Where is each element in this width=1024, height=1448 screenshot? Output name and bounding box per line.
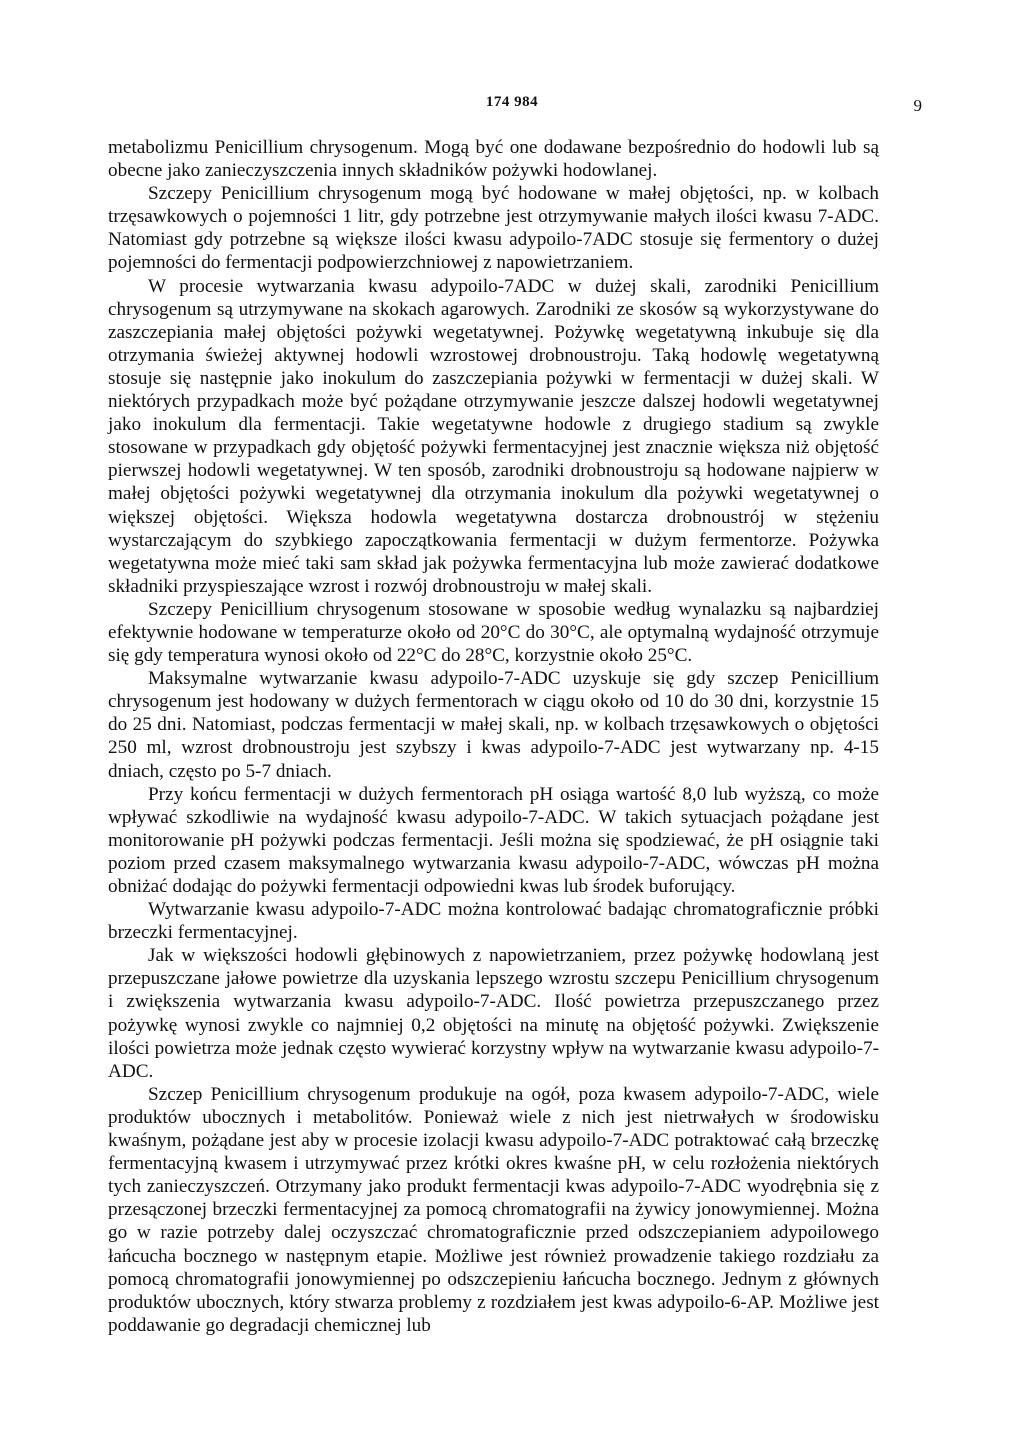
- paragraph-7: Wytwarzanie kwasu adypoilo-7-ADC można kontrolować badając chromatograficznie próbki brzeczki fermentacyjnej.: [108, 899, 879, 944]
- paragraph-5: Maksymalne wytwarzanie kwasu adypoilo-7-ADC uzyskuje się gdy szczep Penicillium chrysogenum jest hodowany w dużych fermentorach w ciągu około od 10 do 30 dni, korzystnie 15 do 25 dni. Natomiast, podczas fermentacji w małej skali, np. w kolbach trzęsawkowych o objętości 250 ml, wzrost drobnoustroju jest szybszy i kwas adypoilo-7-ADC jest wytwarzany np. 4-15 dniach, często po 5-7 dniach.: [108, 668, 879, 782]
- paragraph-6: Przy końcu fermentacji w dużych fermentorach pH osiąga wartość 8,0 lub wyższą, co może wpływać szkodliwie na wydajność kwasu adypoilo-7-ADC. W takich sytuacjach pożądane jest monitorowanie pH pożywki podczas fermentacji. Jeśli można się spodziewać, że pH osiągnie taki poziom przed czasem maksymalnego wytwarzania kwasu adypoilo-7-ADC, wówczas pH można obniżać dodając do pożywki fermentacji odpowiedni kwas lub środek buforujący.: [108, 783, 879, 897]
- body-text: [108, 136, 879, 1337]
- paragraph-3: W procesie wytwarzania kwasu adypoilo-7ADC w dużej skali, zarodniki Penicillium chrysogenum są utrzymywane na skokach agarowych. Zarodniki ze skosów są wykorzystywane do zaszczepiania małej objętości pożywki wegetatywnej. Pożywkę wegetatywną inkubuje się dla otrzymania świeżej aktywnej hodowli wzrostowej drobnoustroju. Taką hodowlę wegetatywną stosuje się następnie jako inokulum do zaszczepiania pożywki w fermentacji w dużej skali. W niektórych przypadkach może być pożądane otrzymywanie jeszcze dalszej hodowli wegetatywnej jako inokulum dla fermentacji. Takie wegetatywne hodowle z drugiego stadium są zwykle stosowane w przypadkach gdy objętość pożywki fermentacyjnej jest znacznie większa niż objętość pierwszej hodowli wegetatywnej. W ten sposób, zarodniki drobnoustroju są hodowane najpierw w małej objętości pożywki wegetatywnej dla otrzymania inokulum dla pożywki wegetatywnej o większej objętości. Większa hodowla wegetatywna dostarcza drobnoustrój w stężeniu wystarczającym do szybkiego zapoczątkowania fermentacji w dużym fermentorze. Pożywka wegetatywna może mieć taki sam skład jak pożywka fermentacyjna lub może zawierać dodatkowe składniki przyspieszające wzrost i rozwój drobnoustroju w małej skali.: [108, 275, 879, 597]
- paragraph-8: Jak w większości hodowli głębinowych z napowietrzaniem, przez pożywkę hodowlaną jest przepuszczane jałowe powietrze dla uzyskania lepszego wzrostu szczepu Penicillium chrysogenum i zwiększenia wytwarzania kwasu adypoilo-7-ADC. Ilość powietrza przepuszczanego przez pożywkę wynosi zwykle co najmniej 0,2 objętości na minutę na objętość pożywki. Zwiększenie ilości powietrza może jednak często wywierać korzystny wpływ na wytwarzanie kwasu adypoilo-7-ADC.: [108, 945, 879, 1082]
- paragraph-4: Szczepy Penicillium chrysogenum stosowane w sposobie według wynalazku są najbardziej efektywnie hodowane w temperaturze około od 20°C do 30°C, ale optymalną wydajność otrzymuje się gdy temperatura wynosi około od 22°C do 28°C, korzystnie około 25°C.: [108, 598, 879, 667]
- paragraph-1: metabolizmu Penicillium chrysogenum. Mogą być one dodawane bezpośrednio do hodowli lub są obecne jako zanieczyszczenia innych składników pożywki hodowlanej.: [108, 137, 879, 182]
- paragraph-2: Szczepy Penicillium chrysogenum mogą być hodowane w małej objętości, np. w kolbach trzęsawkowych o pojemności 1 litr, gdy potrzebne jest otrzymywanie małych ilości kwasu 7-ADC. Natomiast gdy potrzebne są większe ilości kwasu adypoilo-7ADC stosuje się fermentory o dużej pojemności do fermentacji podpowierzchniowej z napowietrzaniem.: [108, 183, 879, 274]
- page-header: [108, 94, 922, 118]
- page-number: 9: [913, 96, 922, 115]
- patent-number: 174 984: [485, 94, 539, 110]
- paragraph-9: Szczep Penicillium chrysogenum produkuje na ogół, poza kwasem adypoilo-7-ADC, wiele produktów ubocznych i metabolitów. Ponieważ wiele z nich jest nietrwałych w środowisku kwaśnym, pożądane jest aby w procesie izolacji kwasu adypoilo-7-ADC potraktować całą brzeczkę fermentacyjną kwasem i utrzymywać przez krótki okres kwaśne pH, w celu rozłożenia niektórych tych zanieczyszczeń. Otrzymany jako produkt fermentacji kwas adypoilo-7-ADC wyodrębnia się z przesączonej brzeczki fermentacyjnej za pomocą chromatografii na żywicy jonowymiennej. Można go w razie potrzeby dalej oczyszczać chromatograficznie przed odszczepianiem adypoilowego łańcucha bocznego w następnym etapie. Możliwe jest również prowadzenie takiego rozdziału za pomocą chromatografii jonowymiennej po odszczepieniu łańcucha bocznego. Jednym z głównych produktów ubocznych, który stwarza problemy z rozdziałem jest kwas adypoilo-6-AP. Możliwe jest poddawanie go degradacji chemicznej lub: [108, 1083, 879, 1336]
